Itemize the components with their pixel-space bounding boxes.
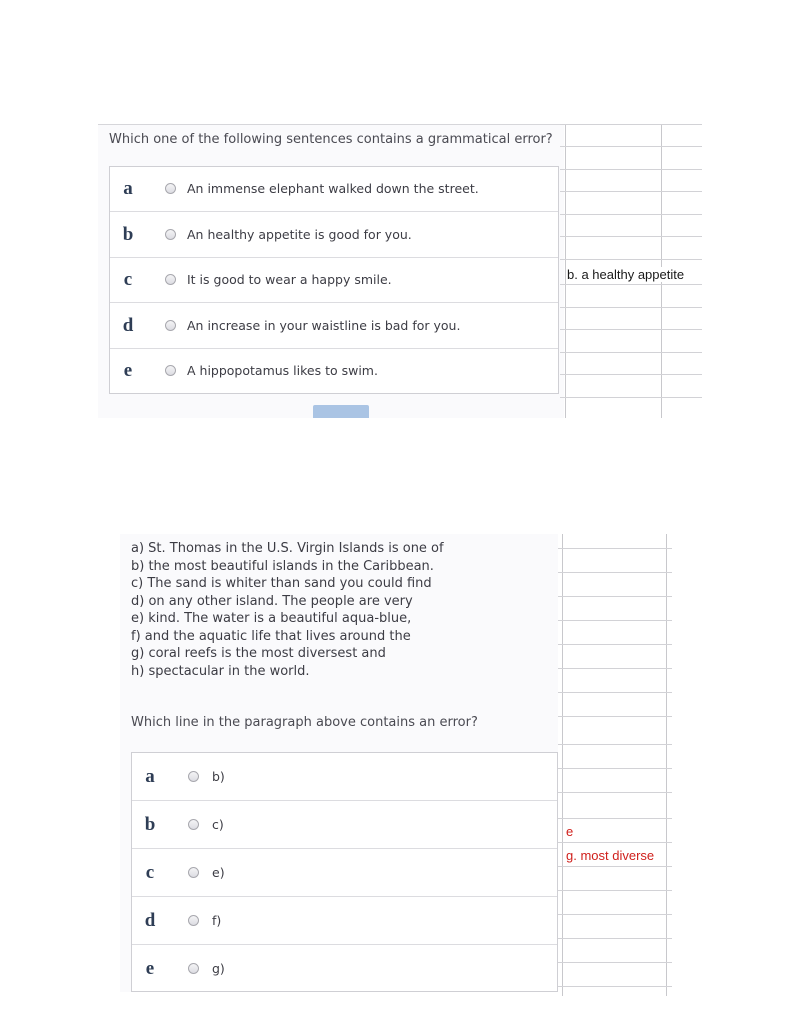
option-row-d[interactable] xyxy=(132,897,557,945)
grid-row-line xyxy=(558,792,672,793)
grid-row-line xyxy=(558,572,672,573)
grid-row-line xyxy=(558,716,672,717)
paragraph-line: c) The sand is whiter than sand you could find xyxy=(131,576,432,591)
option-row-a[interactable] xyxy=(110,167,558,212)
option-text: b) xyxy=(212,769,225,784)
option-row-c[interactable] xyxy=(132,849,557,897)
grid-row-line xyxy=(560,374,702,375)
radio-button[interactable] xyxy=(188,771,199,782)
option-row-c[interactable] xyxy=(110,258,558,303)
option-letter: c xyxy=(145,862,155,883)
option-row-b[interactable] xyxy=(110,212,558,258)
option-row-e[interactable] xyxy=(110,349,558,394)
grid-row-line xyxy=(558,548,672,549)
grid-row-line xyxy=(558,620,672,621)
grid-row-line xyxy=(558,866,672,867)
question-2-panel xyxy=(120,534,558,992)
grid-row-line xyxy=(560,169,702,170)
radio-button[interactable] xyxy=(188,915,199,926)
grid-row-line xyxy=(560,284,702,285)
option-letter: a xyxy=(145,766,155,787)
option-row-a[interactable] xyxy=(132,753,557,801)
grid-row-line xyxy=(560,146,702,147)
question-1-panel xyxy=(98,124,564,418)
radio-button[interactable] xyxy=(188,963,199,974)
grid-row-line xyxy=(558,768,672,769)
radio-button[interactable] xyxy=(165,320,176,331)
radio-button[interactable] xyxy=(188,867,199,878)
grid-row-line xyxy=(558,692,672,693)
option-row-b[interactable] xyxy=(132,801,557,849)
option-text: g) xyxy=(212,961,225,976)
grid-column-line xyxy=(666,534,667,996)
question-2-options xyxy=(131,752,558,992)
radio-button[interactable] xyxy=(165,365,176,376)
answer-note-1: b. a healthy appetite xyxy=(567,267,688,282)
answer-grid-2 xyxy=(558,534,672,996)
grid-row-line xyxy=(558,890,672,891)
grid-row-line xyxy=(558,914,672,915)
paragraph-line: g) coral reefs is the most diversest and xyxy=(131,646,386,661)
next-button[interactable] xyxy=(313,405,369,418)
option-text: e) xyxy=(212,865,225,880)
option-row-d[interactable] xyxy=(110,303,558,349)
option-text: An healthy appetite is good for you. xyxy=(187,227,412,242)
grid-row-line xyxy=(560,236,702,237)
grid-row-line xyxy=(560,397,702,398)
option-letter: a xyxy=(123,178,133,199)
grid-row-line xyxy=(558,986,672,987)
paragraph-line: h) spectacular in the world. xyxy=(131,663,310,679)
grid-row-line xyxy=(558,596,672,597)
option-letter: b xyxy=(122,224,134,245)
paragraph-line: b) the most beautiful islands in the Caribbean. xyxy=(131,558,434,574)
question-2-paragraph xyxy=(131,540,444,680)
radio-button[interactable] xyxy=(165,274,176,285)
answer-grid-1 xyxy=(560,124,702,418)
option-text: A hippopotamus likes to swim. xyxy=(187,363,378,378)
paragraph-line: f) and the aquatic life that lives around the xyxy=(131,628,411,644)
grid-row-line xyxy=(558,938,672,939)
grid-column-line xyxy=(562,534,563,996)
paragraph-line: d) on any other island. The people are very xyxy=(131,593,413,609)
answer-letter-2: e xyxy=(566,824,574,839)
option-text: c) xyxy=(212,817,224,832)
grid-row-line xyxy=(560,124,702,125)
radio-button[interactable] xyxy=(165,183,176,194)
grid-row-line xyxy=(560,352,702,353)
grid-row-line xyxy=(558,962,672,963)
option-text: f) xyxy=(212,913,222,928)
grid-row-line xyxy=(558,668,672,669)
grid-row-line xyxy=(560,307,702,308)
grid-row-line xyxy=(560,214,702,215)
option-letter: e xyxy=(123,360,133,381)
radio-button[interactable] xyxy=(165,229,176,240)
option-letter: b xyxy=(144,814,156,835)
paragraph-line: e) kind. The water is a beautiful aqua-blue, xyxy=(131,611,412,626)
grid-row-line xyxy=(560,329,702,330)
question-1-prompt: Which one of the following sentences contains a grammatical error? xyxy=(109,132,553,147)
question-1-top-border xyxy=(98,124,564,125)
answer-note-2: g. most diverse xyxy=(566,848,655,863)
option-letter: d xyxy=(144,910,156,931)
option-letter: d xyxy=(122,315,134,336)
grid-row-line xyxy=(558,744,672,745)
option-letter: c xyxy=(123,269,133,290)
grid-row-line xyxy=(558,818,672,819)
option-letter: e xyxy=(145,958,155,979)
radio-button[interactable] xyxy=(188,819,199,830)
grid-row-line xyxy=(560,259,702,260)
option-text: An immense elephant walked down the street. xyxy=(187,181,479,196)
option-text: An increase in your waistline is bad for you. xyxy=(187,318,461,333)
question-1-options xyxy=(109,166,559,394)
paragraph-line: a) St. Thomas in the U.S. Virgin Islands is one of xyxy=(131,541,444,556)
option-text: It is good to wear a happy smile. xyxy=(187,272,392,287)
grid-row-line xyxy=(558,644,672,645)
grid-row-line xyxy=(558,842,672,843)
grid-row-line xyxy=(560,191,702,192)
question-2-prompt: Which line in the paragraph above contains an error? xyxy=(131,715,478,730)
option-row-e[interactable] xyxy=(132,945,557,992)
